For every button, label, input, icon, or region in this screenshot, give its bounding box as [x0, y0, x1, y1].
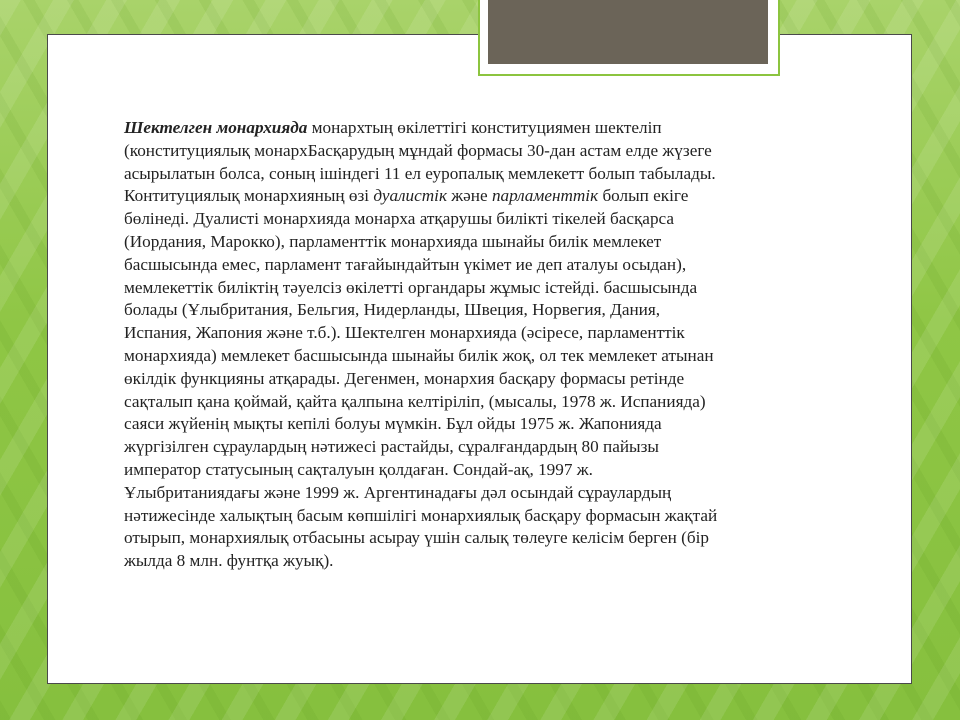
italic-term: парламенттік: [491, 186, 599, 206]
text-line: [124, 413, 814, 436]
text-line: [124, 163, 814, 186]
text-line: [124, 208, 814, 231]
text-segment: нәтижесінде халықтың басым көпшілігі монархиялық басқару формасын жақтай: [124, 505, 718, 525]
text-line: [124, 459, 814, 482]
text-segment: отырып, монархиялық отбасыны асырау үшін салық төлеуге келісім берген (бір: [124, 528, 709, 548]
text-segment: асырылатын болса, соның ішіндегі 11 ел еуропалық мемлекетт болып табылады.: [124, 163, 716, 183]
text-line: [124, 368, 814, 391]
text-line: [124, 436, 814, 459]
text-segment: болады (Ұлыбритания, Бельгия, Нидерланды, Швеция, Норвегия, Дания,: [124, 300, 661, 320]
text-segment: және: [447, 186, 492, 206]
text-line: [124, 185, 814, 208]
text-line: [124, 254, 814, 277]
text-segment: (конституциялық монархБасқарудың мұндай формасы 30-дан астам елде жүзеге: [124, 140, 712, 160]
italic-term: дуалистік: [373, 186, 447, 206]
text-segment: сақталып қана қоймай, қайта қалпына келтіріліп, (мысалы, 1978 ж. Испанияда): [124, 391, 706, 411]
text-segment: өкілдік функцияны атқарады. Дегенмен, монархия басқару формасы ретінде: [124, 368, 685, 388]
text-segment: саяси жүйенің мықты кепілі болуы мүмкін. Бұл ойды 1975 ж. Жапонияда: [124, 414, 662, 434]
text-line: [124, 277, 814, 300]
text-line: [124, 527, 814, 550]
text-segment: Ұлыбританиядағы және 1999 ж. Аргентинадағы дәл осындай сұраулардың: [124, 482, 672, 502]
text-line: [124, 550, 814, 573]
text-segment: император статусының сақталуын қолдаған. Сондай-ақ, 1997 ж.: [124, 459, 593, 479]
text-segment: мемлекеттік биліктің тәуелсіз өкілетті органдары жұмыс істейді. басшысында: [124, 277, 698, 297]
text-line: [124, 391, 814, 414]
text-segment: монархтың өкілеттігі конституциямен шектеліп: [307, 118, 662, 137]
text-segment: Контитуциялық монархияның өзі: [124, 186, 374, 206]
text-line: [124, 322, 814, 345]
text-line: [124, 140, 814, 163]
text-line: [124, 117, 814, 140]
text-segment: бөлінеді. Дуалисті монархияда монарха атқарушы билікті тікелей басқарса: [124, 209, 674, 229]
text-line: [124, 345, 814, 368]
text-segment: (Иордания, Марокко), парламенттік монархияда шынайы билік мемлекет: [124, 231, 662, 251]
text-line: [124, 231, 814, 254]
emphasis-term: Шектелген монархияда: [124, 118, 308, 137]
text-line: [124, 299, 814, 322]
body-text: [124, 117, 814, 573]
text-segment: басшысында емес, парламент тағайындайтын үкімет ие деп аталуы осыдан),: [124, 254, 687, 274]
text-line: [124, 482, 814, 505]
text-segment: жылда 8 млн. фунтқа жуық).: [124, 551, 334, 571]
text-segment: монархияда) мемлекет басшысында шынайы билік жоқ, ол тек мемлекет атынан: [124, 345, 714, 365]
text-segment: жүргізілген сұраулардың нәтижесі растайды, сұралғандардың 80 пайызы: [124, 437, 659, 457]
title-block: [488, 0, 768, 64]
text-line: [124, 505, 814, 528]
text-segment: болып екіге: [598, 186, 689, 206]
text-segment: Испания, Жапония және т.б.). Шектелген монархияда (әсіресе, парламенттік: [124, 323, 685, 343]
